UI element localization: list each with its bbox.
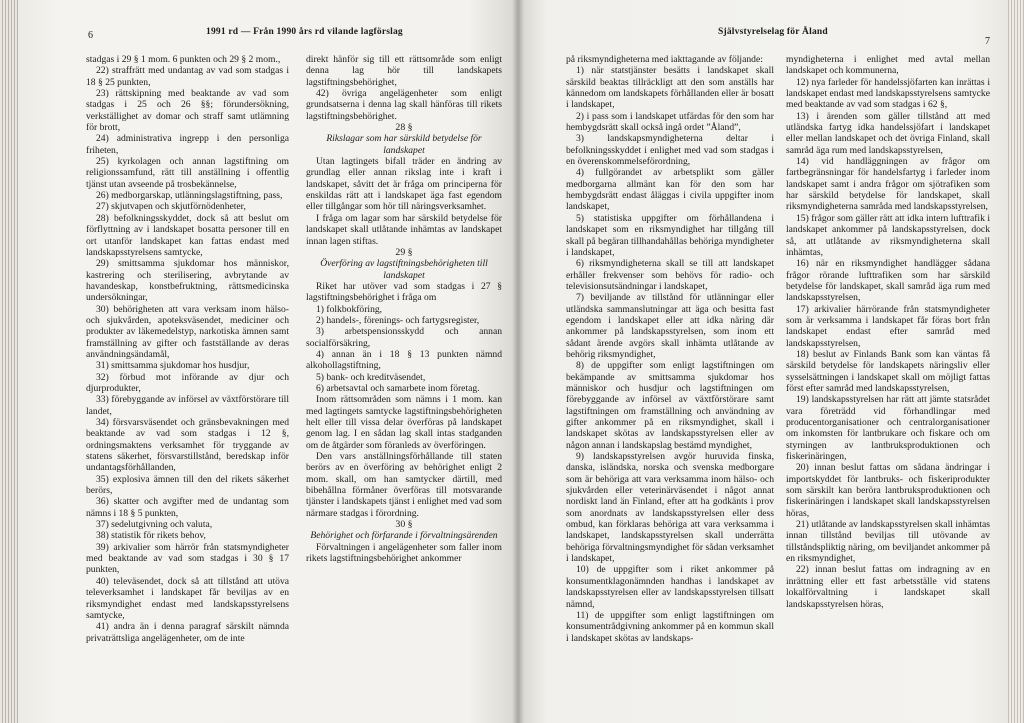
left-page bbox=[18, 0, 518, 723]
paragraph: 28) befolkningsskyddet, dock så att beslut om förflyttning av i landskapet bosatta personer till en ort utanför landskapet kan fattas endast med landskapsstyrelsens samtycke, bbox=[86, 212, 289, 258]
paragraph: 9) landskapsstyrelsen avgör huruvida finska, danska, isländska, norska och svenska medborgare som är behöriga att vara verksamma inom hälso- och sjukvården eller veterinärväsendet i något annat nordiskt land än Finland, efter att ha godkänts i prov som anordnats av landskapsstyrelsen eller dess ombud, kan förklaras behöriga att vara verksamma i landskapet, landskapsstyrelsen skall underrätta behöriga förvaltningsmyndighet för sådan verksamhet i landskapet, bbox=[566, 451, 774, 565]
paragraph: 19) landskapsstyrelsen har rätt att jämte statsrådet vara företrädd vid förhandlingar med producentorganisationer och centralorganisationer om inkomsten för lantbrukare och fiskare och om styrningen av lantbruksproduktionen och fiskerinäringen, bbox=[786, 394, 990, 463]
paragraph: 40) televäsendet, dock så att tillstånd att utöva televerksamhet i landskapet får beviljas av en riksmyndighet endast med landskapsstyrelsens samtycke, bbox=[86, 575, 289, 621]
paragraph: Riket har utöver vad som stadgas i 27 § lagstiftningsbehörighet i fråga om bbox=[306, 280, 502, 304]
paragraph: Utan lagtingets bifall träder en ändring av grundlag eller annan rikslag inte i kraft i landskapet, såvitt det är fråga om principerna för enskildas rätt att i landskapet äga fast egendom eller tillgångar som hör till näringsverksamhet. bbox=[306, 156, 502, 213]
paragraph: 24) administrativa ingrepp i den personliga friheten, bbox=[86, 133, 289, 156]
right-column-1 bbox=[566, 54, 774, 654]
paragraph: 6) riksmyndigheterna skall se till att landskapet erhåller frekvenser som behövs för radio- och televisionsutsändningar i landskapet, bbox=[566, 258, 774, 292]
paragraph: stadgas i 29 § 1 mom. 6 punkten och 29 § 2 mom., bbox=[86, 54, 281, 65]
section-29-body bbox=[306, 281, 502, 519]
section-28-body bbox=[306, 156, 502, 247]
section-30-body bbox=[306, 542, 502, 565]
paragraph: 1) när statstjänster besätts i landskapet skall särskild beaktas tillräckligt att den som anställs har kännedom om landskapets förhållanden eller är bosatt i landskapet, bbox=[566, 65, 774, 111]
paragraph: 34) försvarsväsendet och gränsbevakningen med beaktande av vad som stadgas i 12 §, ordningsmaktens verksamhet för tryggande av statens säkerhet, försvarstillstånd, beredskap inför undantagsförhållanden, bbox=[86, 417, 289, 474]
paragraph: 21) utlåtande av landskapsstyrelsen skall inhämtas innan tillstånd beviljas till utövande av tillståndspliktig näring, om beviljandet ankommer på en riksmyndighet, bbox=[786, 519, 990, 565]
right-page bbox=[518, 0, 1008, 723]
paragraph: 41) andra än i denna paragraf särskilt nämnda privaträttsliga angelägenheter, om de inte bbox=[86, 621, 289, 644]
paragraph: 18) beslut av Finlands Bank som kan väntas få särskild betydelse för landskapets näringsliv eller sysselsättningen i landskapet skall om möjligt fattas först efter samråd med landskapsstyrelsen, bbox=[786, 348, 990, 394]
page-edges-left bbox=[0, 0, 18, 723]
paragraph: 7) beviljande av tillstånd för utlänningar eller utländska sammanslutningar att äga och besitta fast egendom i landskapet eller att idka näring där ankommer på landskapsstyrelsen, som inom ett sådant ärende avgörs skall inhämta utlåtande av behörig riksmyndighet, bbox=[566, 292, 774, 360]
paragraph: 38) statistik för rikets behov, bbox=[96, 530, 206, 542]
paragraph: 1) folkbokföring, bbox=[316, 303, 383, 315]
paragraph: direkt hänför sig till ett rättsområde som enligt denna lag hör till landskapets lagstiftningsbehörighet, bbox=[306, 54, 502, 88]
paragraph: 20) innan beslut fattas om sådana ändringar i importskyddet för lantbruks- och fiskeriprodukter som särskilt kan beröra lantbruksproduktionen och fiskerinäringen i landskapet skall landskapsstyrelsen höras, bbox=[786, 462, 990, 519]
paragraph: 14) vid handläggningen av frågor om fartbegränsningar för handelsfartyg i farleder inom landskapet samt i andra frågor om sjötrafiken som har särskild betydelse för landskapet, skall riksmyndigheterna samråda med landskapsstyrelsen, bbox=[786, 156, 990, 213]
paragraph: 10) de uppgifter som i riket ankommer på konsumentklagonämnden handhas i landskapet av landskapsstyrelsen eller av landskapsstyrelsen tillsatt nämnd, bbox=[566, 564, 774, 610]
paragraph: 23) rättskipning med beaktande av vad som stadgas i 25 och 26 §§; förundersökning, verkställighet av domar och straff samt utlämning för brott, bbox=[86, 88, 289, 134]
paragraph: 17) arkivalier härrörande från statsmyndigheter som är verksamma i landskapet får föras bort från landskapet endast efter samråd med landskapsstyrelsen, bbox=[786, 303, 990, 349]
paragraph: myndigheterna i enlighet med avtal mellan landskapet och kommunerna, bbox=[786, 54, 990, 77]
paragraph: 29) smittsamma sjukdomar hos människor, kastrering och sterilisering, avbrytande av havandeskap, konstbefruktning, rättsmedicinska undersökningar, bbox=[86, 258, 289, 304]
paragraph: 4) annan än i 18 § 13 punkten nämnd alkohollagstiftning, bbox=[306, 348, 502, 372]
paragraph: 8) de uppgifter som enligt lagstiftningen om bekämpande av smittsamma sjukdomar hos människor och husdjur och lagstiftningen om förebyggande av införsel av växtförstörare samt lagstiftningen om framställning och användning av gifter ankommer på en riksmyndighet, skall i landskapet skötas av landskapsstyrelsen eller av någon annan i landskapslag bestämd myndighet, bbox=[566, 360, 774, 451]
left-page-number: 6 bbox=[88, 30, 93, 41]
paragraph: 22) straffrätt med undantag av vad som stadgas i 18 § 25 punkten, bbox=[86, 65, 289, 88]
paragraph: 33) förebyggande av införsel av växtförstörare till landet, bbox=[86, 394, 289, 417]
left-running-header: 1991 rd — Från 1990 års rd vilande lagförslag bbox=[206, 27, 403, 37]
paragraph: 32) förbud mot införande av djur och djurprodukter, bbox=[86, 371, 289, 394]
paragraph: 6) arbetsavtal och samarbete inom företag. bbox=[316, 382, 480, 394]
paragraph: 16) när en riksmyndighet handlägger sådana frågor rörande lufttrafiken som har särskild betydelse för landskapet, skall samråd äga rum med landskapsstyrelsen, bbox=[786, 258, 990, 304]
paragraph: 2) handels-, förenings- och fartygsregister, bbox=[316, 314, 480, 326]
section-30-title: Behörighet och förfarande i förvaltningsärenden bbox=[310, 530, 498, 542]
paragraph: på riksmyndigheterna med iakttagande av följande: bbox=[566, 54, 763, 65]
paragraph: 11) de uppgifter som enligt lagstiftningen om konsumentrådgivning ankommer på en kommun skall i landskapet skötas av landskaps- bbox=[566, 609, 774, 644]
section-30-number: 30 § bbox=[395, 519, 413, 531]
paragraph: Inom rättsområden som nämns i 1 mom. kan med lagtingets samtycke lagstiftningsbehörigheten helt eller till vissa delar överföras på landskapet genom lag. I en sådan lag skall intas stadganden om de åtgärder som föranleds av överföringen. bbox=[306, 394, 502, 451]
section-28-number: 28 § bbox=[395, 122, 413, 134]
paragraph: 25) kyrkolagen och annan lagstiftning om religionssamfund, rätt till anställning i offentlig tjänst utan avseende på trosbekännelse, bbox=[86, 156, 289, 190]
paragraph: 3) arbetspensionsskydd och annan socialförsäkring, bbox=[306, 326, 502, 349]
section-27-continuation bbox=[306, 54, 502, 122]
book-gutter bbox=[512, 0, 524, 723]
paragraph: 31) smittsamma sjukdomar hos husdjur, bbox=[96, 360, 250, 372]
paragraph: 39) arkivalier som härrör från statsmyndigheter med beaktande av vad som stadgas i 30 § 17 punkten, bbox=[86, 541, 289, 576]
paragraph: 42) övriga angelägenheter som enligt grundsatserna i denna lag skall hänföras till rikets lagstiftningsbehörighet. bbox=[306, 88, 502, 122]
section-29-number: 29 § bbox=[395, 246, 413, 258]
paragraph: 37) sedelutgivning och valuta, bbox=[96, 519, 213, 531]
paragraph: 5) statistiska uppgifter om förhållandena i landskapet som en riksmyndighet har tillgång till skall på begäran tillhandahållas behöriga myndigheter i landskapet, bbox=[566, 212, 774, 258]
right-column-2 bbox=[786, 54, 990, 654]
paragraph: 22) innan beslut fattas om indragning av en inrättning eller ett fast arbetsställe vid statens lokalförvaltning i landskapet skall landskapsstyrelsen höras, bbox=[786, 564, 990, 610]
right-page-number: 7 bbox=[985, 36, 990, 47]
paragraph: 26) medborgarskap, utlänningslagstiftning, pass, bbox=[96, 190, 283, 202]
left-column-1 bbox=[86, 54, 289, 654]
paragraph: 5) bank- och kreditväsendet, bbox=[316, 371, 426, 383]
paragraph: 27) skjutvapen och skjutförnödenheter, bbox=[96, 201, 246, 213]
paragraph: Förvaltningen i angelägenheter som faller inom rikets lagstiftningsbehörighet ankommer bbox=[306, 541, 502, 565]
paragraph: 35) explosiva ämnen till den del rikets säkerhet berörs, bbox=[86, 473, 289, 497]
paragraph: Den vars anställningsförhållande till staten berörs av en överföring av behörighet enligt 2 mom. skall, om han samtycker därtill, med bibehållna förmåner överföras till motsvarande tjänster i landskapets tjänst i enlighet med vad som närmare stadgas i förordning. bbox=[306, 451, 502, 519]
paragraph: 30) behörigheten att vara verksam inom hälso- och sjukvården, apoteksväsendet, mediciner och produkter av läkemedelstyp, narkotiska ämnen samt framställning av gifter och fastställande av deras användningsändamål, bbox=[86, 303, 289, 360]
paragraph: 36) skatter och avgifter med de undantag som nämns i 18 § 5 punkten, bbox=[86, 496, 289, 519]
paragraph: 12) nya farleder för handelssjöfarten kan inrättas i landskapet endast med landskapsstyrelsens samtycke med beaktande av vad som stadgas i 62 §, bbox=[786, 76, 990, 111]
paragraph: 3) landskapsmyndigheterna deltar i befolkningsskyddet i enlighet med vad som stadgas i en överenskommelseförordning, bbox=[566, 133, 774, 168]
paragraph: I fråga om lagar som har särskild betydelse för landskapet skall utlåtande inhämtas av landskapet innan lagen stiftas. bbox=[306, 212, 502, 247]
left-column-2 bbox=[306, 54, 502, 654]
paragraph: 15) frågor som gäller rätt att idka intern lufttrafik i landskapet ankommer på landskapsstyrelsen, dock så, att utlåtande av riksmyndigheterna skall inhämtas, bbox=[786, 212, 990, 258]
paragraph: 13) i ärenden som gäller tillstånd att med utländska fartyg idka handelssjöfart i landskapet eller mellan landskapet och det övriga Finland, skall samråd äga rum med landskapsstyrelsen, bbox=[786, 110, 990, 156]
section-28-title: Rikslagar som har särskild betydelse för landskapet bbox=[326, 133, 482, 156]
section-29-title: Överföring av lagstiftningsbehörigheten till landskapet bbox=[320, 258, 488, 281]
paragraph: 4) fullgörandet av arbetsplikt som gäller medborgarna allmänt kan för den som har hembygdsrätt endast åläggas i civila uppgifter inom landskapet, bbox=[566, 167, 774, 213]
page-edges-right bbox=[1008, 0, 1024, 723]
paragraph: 2) i pass som i landskapet utfärdas för den som har hembygdsrätt skall också ingå ordet ”Åland”, bbox=[566, 110, 774, 134]
right-running-header: Självstyrelselag för Åland bbox=[718, 27, 828, 37]
